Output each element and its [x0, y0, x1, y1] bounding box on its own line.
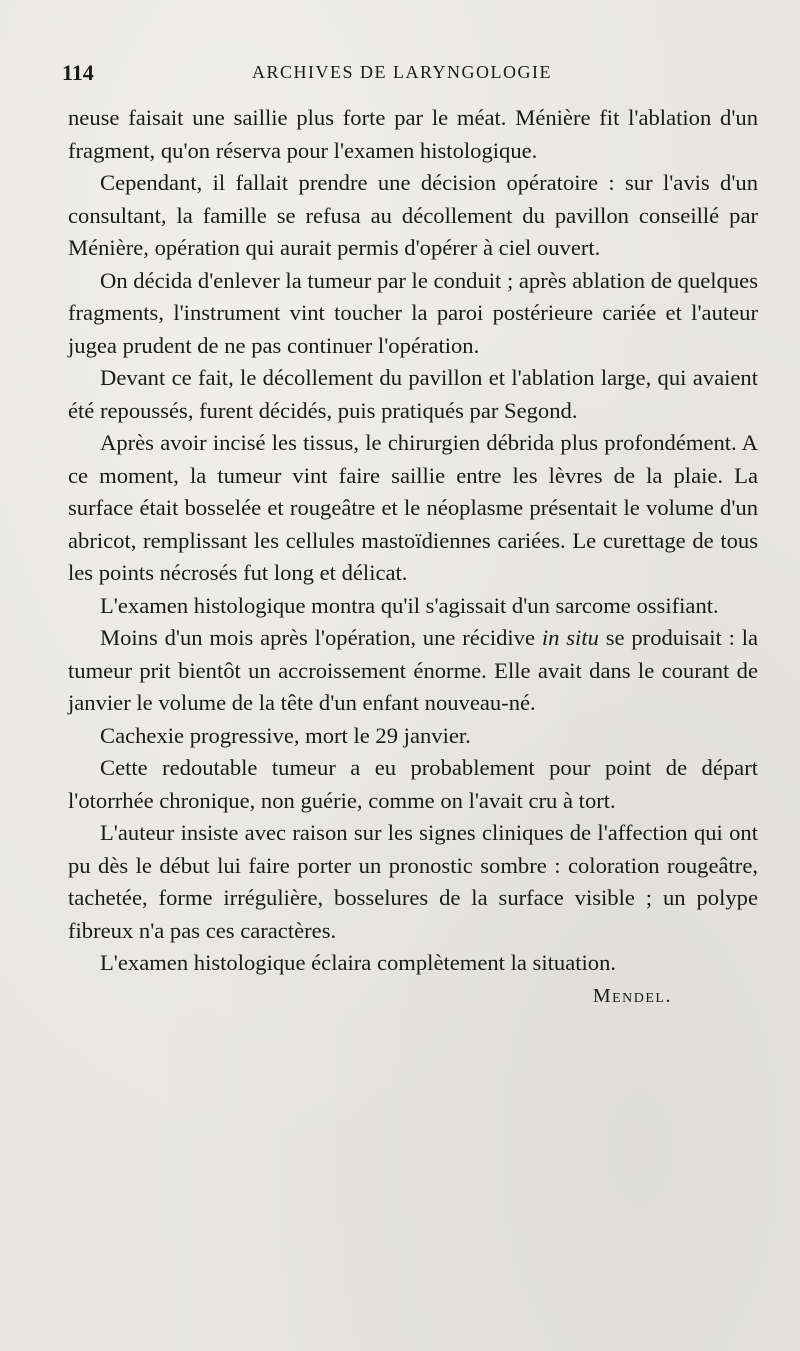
paragraph-decision: Cependant, il fallait prendre une décision opératoire : sur l'avis d'un consultant, la famille se refusa au décollement du pavillon conseillé par Ménière, opération qui aurait permis d'opérer à ciel ouvert. — [68, 170, 758, 260]
paragraph-recurrence — [68, 622, 758, 720]
page-header — [62, 60, 742, 90]
paragraph-clinical-signs: L'auteur insiste avec raison sur les signes cliniques de l'affection qui ont pu dès le début lui faire porter un pronostic sombre : coloration rougeâtre, tachetée, forme irrégulière, bosselures de la surface visible ; un polype fibreux n'a pas ces caractères. — [68, 820, 758, 943]
paragraph-histology: L'examen histologique montra qu'il s'agissait d'un sarcome ossifiant. — [100, 592, 719, 618]
author-signature: Mendel. — [592, 984, 672, 1007]
paragraph-segond: Devant ce fait, le décollement du pavillon et l'ablation large, qui avaient été repoussés, furent décidés, puis pratiqués par Segond. — [68, 365, 758, 423]
running-title: ARCHIVES DE LARYNGOLOGIE — [252, 62, 552, 82]
recurrence-text-before: Moins d'un mois après l'opération, une récidive — [100, 625, 542, 650]
paragraph-death: Cachexie progressive, mort le 29 janvier. — [100, 722, 471, 748]
paragraph-continuation: neuse faisait une saillie plus forte par le méat. Ménière fit l'ablation d'un fragment, qu'on réserva pour l'examen histologique. — [68, 105, 758, 163]
paragraph-conclusion: L'examen histologique éclaira complètement la situation. — [100, 950, 617, 975]
paragraph-operation-attempt: On décida d'enlever la tumeur par le conduit ; après ablation de quelques fragments, l'instrument vint toucher la paroi postérieure cariée et l'auteur jugea prudent de ne pas continuer l'opération. — [68, 267, 758, 358]
in-situ-term: in situ — [541, 625, 599, 650]
paragraph-surgery: Après avoir incisé les tissus, le chirurgien débrida plus profondément. A ce moment, la tumeur vint faire saillie entre les lèvres de la plaie. La surface était bosselée et rougeâtre et le néoplasme présentait le volume d'un abricot, remplissant les cellules mastoïdiennes cariées. Le curettage de tous les points nécrosés fut long et délicat. — [68, 430, 758, 585]
paragraph-cause: Cette redoutable tumeur a eu probablement pour point de départ l'otorrhée chronique, non guérie, comme on l'avait cru à tort. — [68, 755, 758, 813]
recurrence-text-after: se produisait : la tumeur prit bientôt un accroissement énorme. Elle avait dans le courant de janvier le volume de la tête d'un enfant nouveau-né. — [68, 625, 758, 715]
article-body — [68, 102, 758, 1012]
page-number: 114 — [62, 60, 94, 85]
